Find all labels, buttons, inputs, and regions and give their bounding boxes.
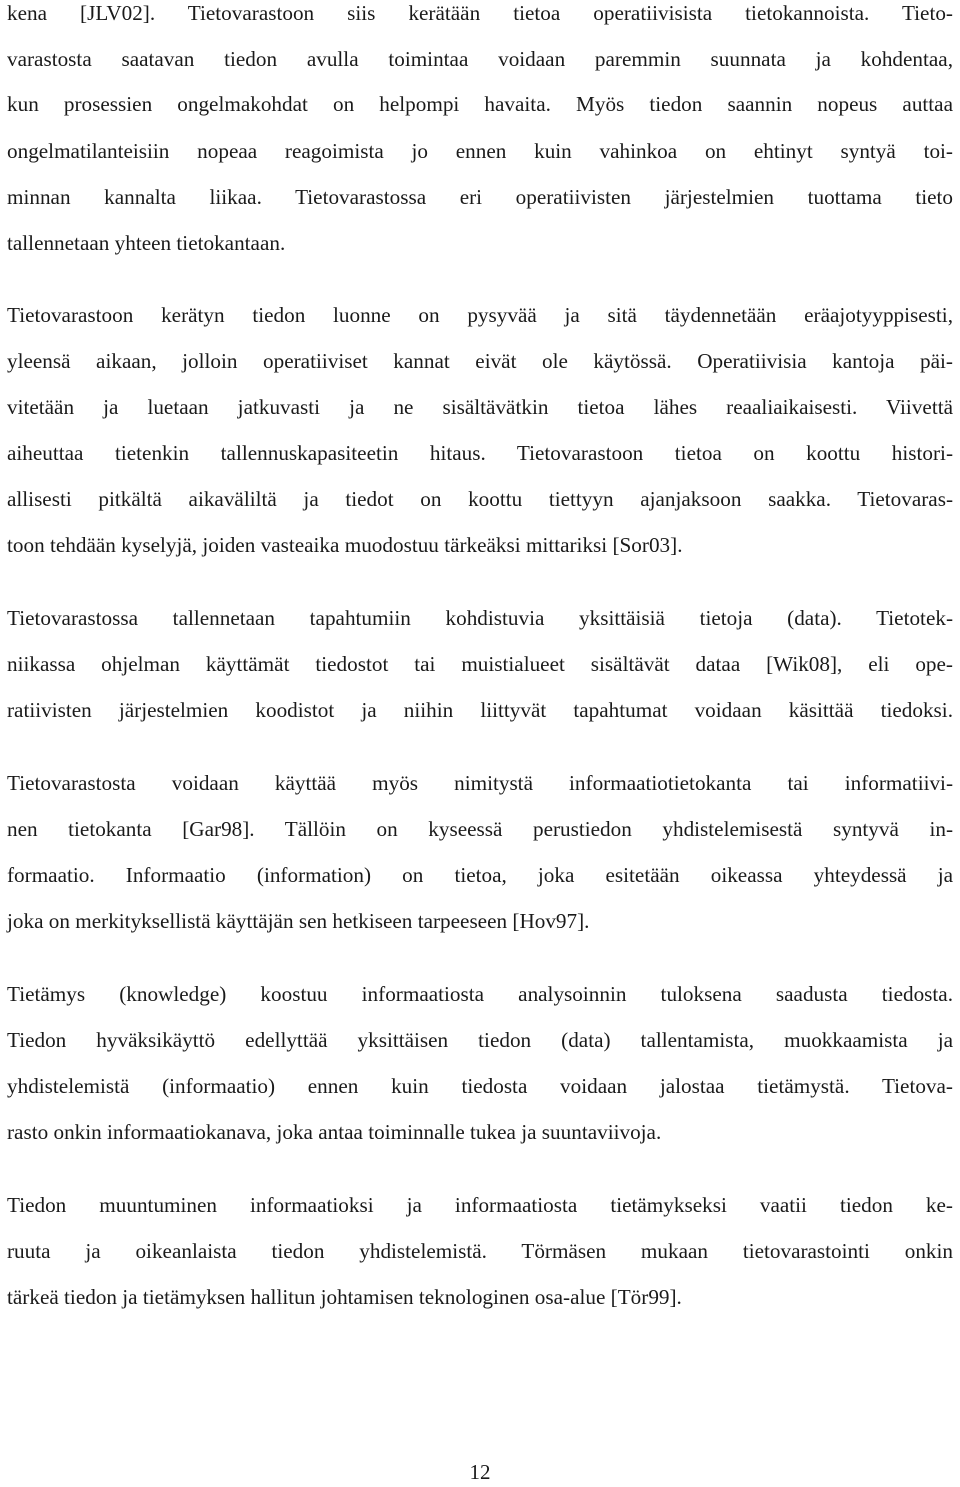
text-line: minnan kannalta liikaa. Tietovarastossa eri operatiivisten järjestelmien tuottama tieto — [7, 185, 953, 209]
text-line: Tietovarastossa tallennetaan tapahtumiin kohdistuvia yksittäisiä tietoja (data). Tietotek- — [7, 606, 953, 630]
text-line: rasto onkin informaatiokanava, joka antaa toiminnalle tukea ja suuntaviivoja. — [7, 1120, 662, 1144]
page-number: 12 — [469, 1460, 491, 1484]
text-line: yhdistelemistä (informaatio) ennen kuin tiedosta voidaan jalostaa tietämystä. Tietova- — [7, 1074, 953, 1098]
text-line: vitetään ja luetaan jatkuvasti ja ne sisältävätkin tietoa lähes reaaliaikaisesti. Viivettä — [7, 395, 953, 419]
text-line: tallennetaan yhteen tietokantaan. — [7, 231, 286, 255]
text-line: formaatio. Informaatio (information) on tietoa, joka esitetään oikeassa yhteydessä ja — [7, 863, 953, 887]
text-line: Tietovarastosta voidaan käyttää myös nimitystä informaatiotietokanta tai informatiivi- — [7, 771, 953, 795]
text-line: tärkeä tiedon ja tietämyksen hallitun johtamisen teknologinen osa-alue [Tör99]. — [7, 1285, 682, 1309]
text-line: allisesti pitkältä aikaväliltä ja tiedot on koottu tiettyyn ajanjaksoon saakka. Tietovaras- — [7, 487, 953, 511]
text-line: Tietämys (knowledge) koostuu informaatiosta analysoinnin tuloksena saadusta tiedosta. — [7, 982, 953, 1006]
text-line: kena [JLV02]. Tietovarastoon siis kerätään tietoa operatiivisista tietokannoista. Tieto- — [7, 1, 953, 25]
text-line: kun prosessien ongelmakohdat on helpompi havaita. Myös tiedon saannin nopeus auttaa — [7, 92, 953, 116]
text-line: ongelmatilanteisiin nopeaa reagoimista jo ennen kuin vahinkoa on ehtinyt syntyä toi- — [7, 139, 953, 163]
text-line: Tietovarastoon kerätyn tiedon luonne on pysyvää ja sitä täydennetään eräajotyyppisesti, — [7, 303, 953, 327]
text-line: yleensä aikaan, jolloin operatiiviset kannat eivät ole käytössä. Operatiivisia kantoja päi- — [7, 349, 953, 373]
text-line: Tiedon hyväksikäyttö edellyttää yksittäisen tiedon (data) tallentamista, muokkaamista ja — [7, 1028, 953, 1052]
text-line: ruuta ja oikeanlaista tiedon yhdistelemistä. Törmäsen mukaan tietovarastointi onkin — [7, 1239, 953, 1263]
text-line: aiheuttaa tietenkin tallennuskapasiteetin hitaus. Tietovarastoon tietoa on koottu histori- — [7, 441, 953, 465]
text-line: ratiivisten järjestelmien koodistot ja niihin liittyvät tapahtumat voidaan käsittää tiedoksi. — [7, 698, 953, 722]
text-line: Tiedon muuntuminen informaatioksi ja informaatiosta tietämykseksi vaatii tiedon ke- — [7, 1193, 953, 1217]
text-line: joka on merkityksellistä käyttäjän sen hetkiseen tarpeeseen [Hov97]. — [7, 909, 590, 933]
text-line: nen tietokanta [Gar98]. Tällöin on kyseessä perustiedon yhdistelemisestä syntyvä in- — [7, 817, 953, 841]
text-line: niikassa ohjelman käyttämät tiedostot tai muistialueet sisältävät dataa [Wik08], eli ope- — [7, 652, 953, 676]
text-line: varastosta saatavan tiedon avulla toimintaa voidaan paremmin suunnata ja kohdentaa, — [7, 47, 953, 71]
text-line: toon tehdään kyselyjä, joiden vasteaika muodostuu tärkeäksi mittariksi [Sor03]. — [7, 533, 683, 557]
